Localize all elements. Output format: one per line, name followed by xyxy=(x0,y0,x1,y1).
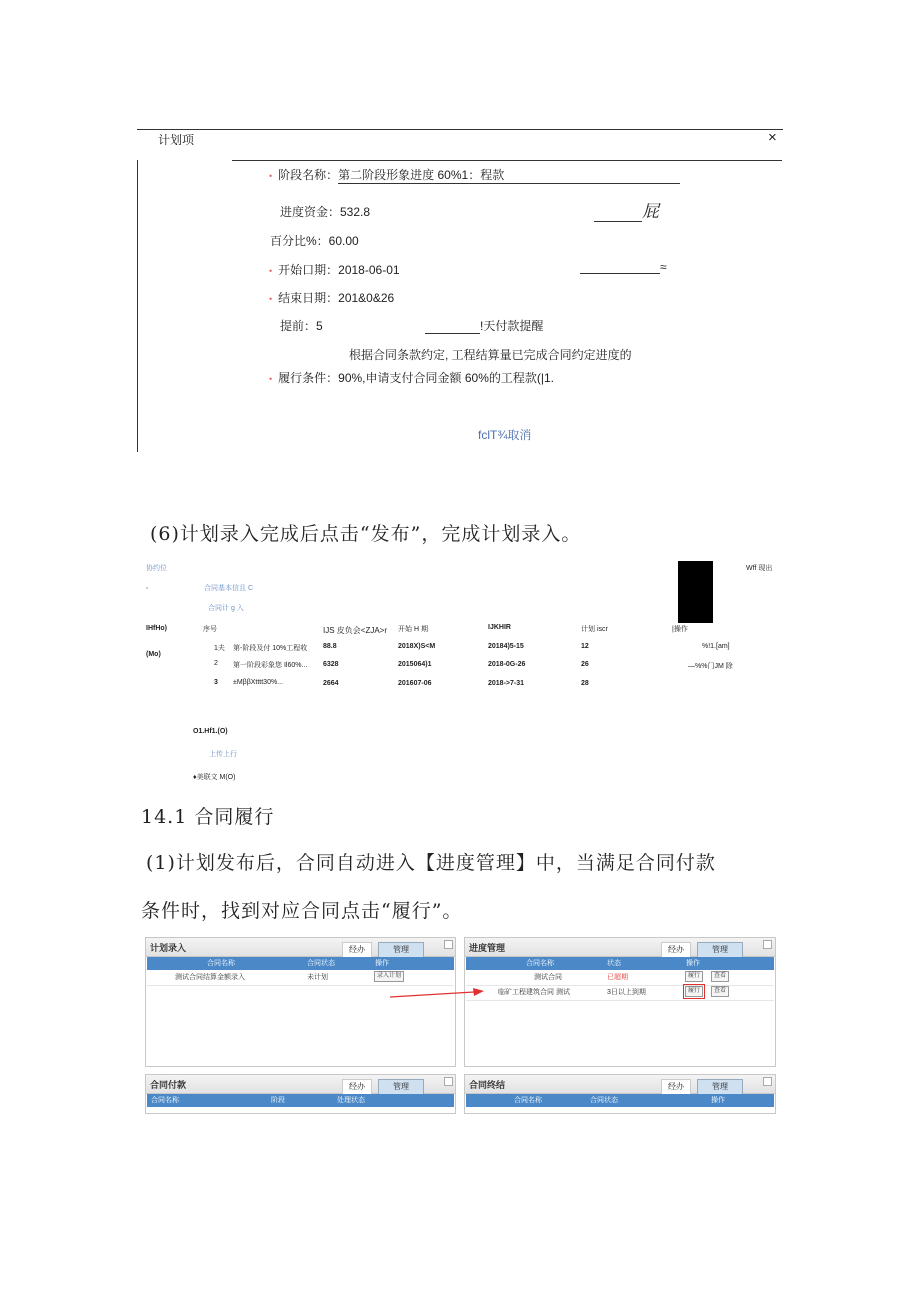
section-heading: 14.1 合同履行 xyxy=(141,806,275,828)
col-header-end: IJKHIR xyxy=(488,624,511,631)
redacted-block xyxy=(678,561,713,623)
required-dot-icon: • xyxy=(269,294,273,304)
tab-manage[interactable]: 管理 xyxy=(378,1079,424,1094)
table-header: 合同名称 阶段 处理状态 xyxy=(147,1094,454,1107)
col-header-op: |操作 xyxy=(672,626,688,633)
enter-plan-button[interactable]: 录入计划 xyxy=(374,971,404,982)
perform-button[interactable]: 履行 xyxy=(685,971,703,982)
table-header: 合同名称 合同状态 操作 xyxy=(466,1094,774,1107)
col-header-days: 计划 iscr xyxy=(581,626,608,633)
tab-handle[interactable]: 经办 xyxy=(661,942,691,957)
panel-title: 合同终结 xyxy=(469,1080,506,1090)
comma-mark: , xyxy=(146,583,148,590)
percent-field[interactable]: 百分比%：60.00 xyxy=(270,234,359,248)
top-left-label: 协约位 xyxy=(146,565,167,572)
panel-close-icon[interactable] xyxy=(763,1077,772,1086)
paragraph-line-2: 条件时，找到对应合同点击“履行”。 xyxy=(141,900,463,922)
panel-title: 进度管理 xyxy=(469,943,506,953)
dialog-header-divider xyxy=(232,160,782,161)
condition-field[interactable]: • 履行条件：90%,申请支付合同金额 60%的工程款(|1. xyxy=(269,371,554,385)
tab-manage[interactable]: 管理 xyxy=(697,1079,743,1094)
progress-fund-field[interactable]: 进度资金：532.8 xyxy=(280,205,371,219)
required-dot-icon: • xyxy=(269,266,273,276)
view-button[interactable]: 查看 xyxy=(711,971,729,982)
col-header-start: 开始 H 期 xyxy=(398,626,428,633)
table-row: 临矿工程建筑合同 测试 3日以上到期 履行 查看 xyxy=(466,986,774,1001)
paragraph-line-1: (1)计划发布后，合同自动进入【进度管理】中，当满足合同付款 xyxy=(146,852,716,874)
basic-info-link[interactable]: 合同基本信且 C xyxy=(204,585,253,592)
panel-close-icon[interactable] xyxy=(444,940,453,949)
dialog-footer-buttons[interactable]: fclT¾取消 xyxy=(478,428,532,442)
step6-text: (6)计划录入完成后点击“发布”，完成计划录入。 xyxy=(150,523,582,545)
upload-link[interactable]: 上传上行 xyxy=(209,751,237,758)
start-date-side: ≈ xyxy=(580,260,667,274)
tab-manage[interactable]: 管理 xyxy=(378,942,424,957)
plan-entry-link[interactable]: 合同计 g 入 xyxy=(208,605,244,612)
condition-text-line1: 根据合同条款约定, 工程结算量已完成合同约定进度的 xyxy=(349,348,632,362)
arrow-icon xyxy=(388,987,488,1001)
required-dot-icon: • xyxy=(269,171,273,181)
progress-panel xyxy=(464,937,776,1067)
start-date-field[interactable]: • 开始口期：2018-06-01 xyxy=(269,263,400,277)
plan-entry-panel xyxy=(145,937,456,1067)
top-right-label: Wff 现出 xyxy=(746,565,773,572)
tab-handle[interactable]: 经办 xyxy=(342,942,372,957)
tab-manage[interactable]: 管理 xyxy=(697,942,743,957)
dialog-top-border xyxy=(137,129,783,130)
row-op-delete[interactable]: —%%门JM 除 xyxy=(688,663,733,670)
stage-name-field[interactable]: • 阶段名称：第二阶段形象进度 60%1：程款 xyxy=(269,166,680,184)
col-header-amount: IJS 皮负会<ZJA>r xyxy=(323,626,388,635)
view-button[interactable]: 查看 xyxy=(711,986,729,997)
tab-handle[interactable]: 经办 xyxy=(342,1079,372,1094)
termination-panel xyxy=(464,1074,776,1114)
panel-title: 计划录入 xyxy=(150,943,187,953)
close-icon[interactable]: × xyxy=(768,129,777,146)
perform-button-highlighted[interactable]: 履行 xyxy=(685,986,703,997)
payment-panel xyxy=(145,1074,456,1114)
table-header: 合同名称 状态 操作 xyxy=(466,957,774,970)
advance-field[interactable]: 提前：5 xyxy=(280,319,323,333)
dialog-left-border xyxy=(137,160,138,452)
table-header: 合同名称 合同状态 操作 xyxy=(147,957,454,970)
table-row: 测试合同结算金额录入 未计划 录入计划 xyxy=(147,971,454,986)
progress-fund-side: 屁 xyxy=(594,197,659,222)
panel-close-icon[interactable] xyxy=(444,1077,453,1086)
tab-handle[interactable]: 经办 xyxy=(661,1079,691,1094)
required-dot-icon: • xyxy=(269,374,273,384)
left-label-1: IHfHo) xyxy=(146,625,167,632)
bottom-label-1: O1.Hf1.(O) xyxy=(193,728,228,735)
panel-close-icon[interactable] xyxy=(763,940,772,949)
dialog-title: 计划项 xyxy=(158,133,195,147)
bottom-label-3: ♦美联文 M(O) xyxy=(193,774,236,781)
table-row: 测试合同 已超期 履行 查看 xyxy=(466,971,774,986)
col-header-no: 序号 xyxy=(203,626,217,633)
end-date-field[interactable]: • 结束日期：201&0&26 xyxy=(269,291,395,305)
left-label-2: (Mo) xyxy=(146,651,161,658)
row-op-edit[interactable]: %!1.[am] xyxy=(702,643,730,650)
advance-side: !天付款提醒 xyxy=(425,317,543,334)
panel-title: 合同付款 xyxy=(150,1080,187,1090)
